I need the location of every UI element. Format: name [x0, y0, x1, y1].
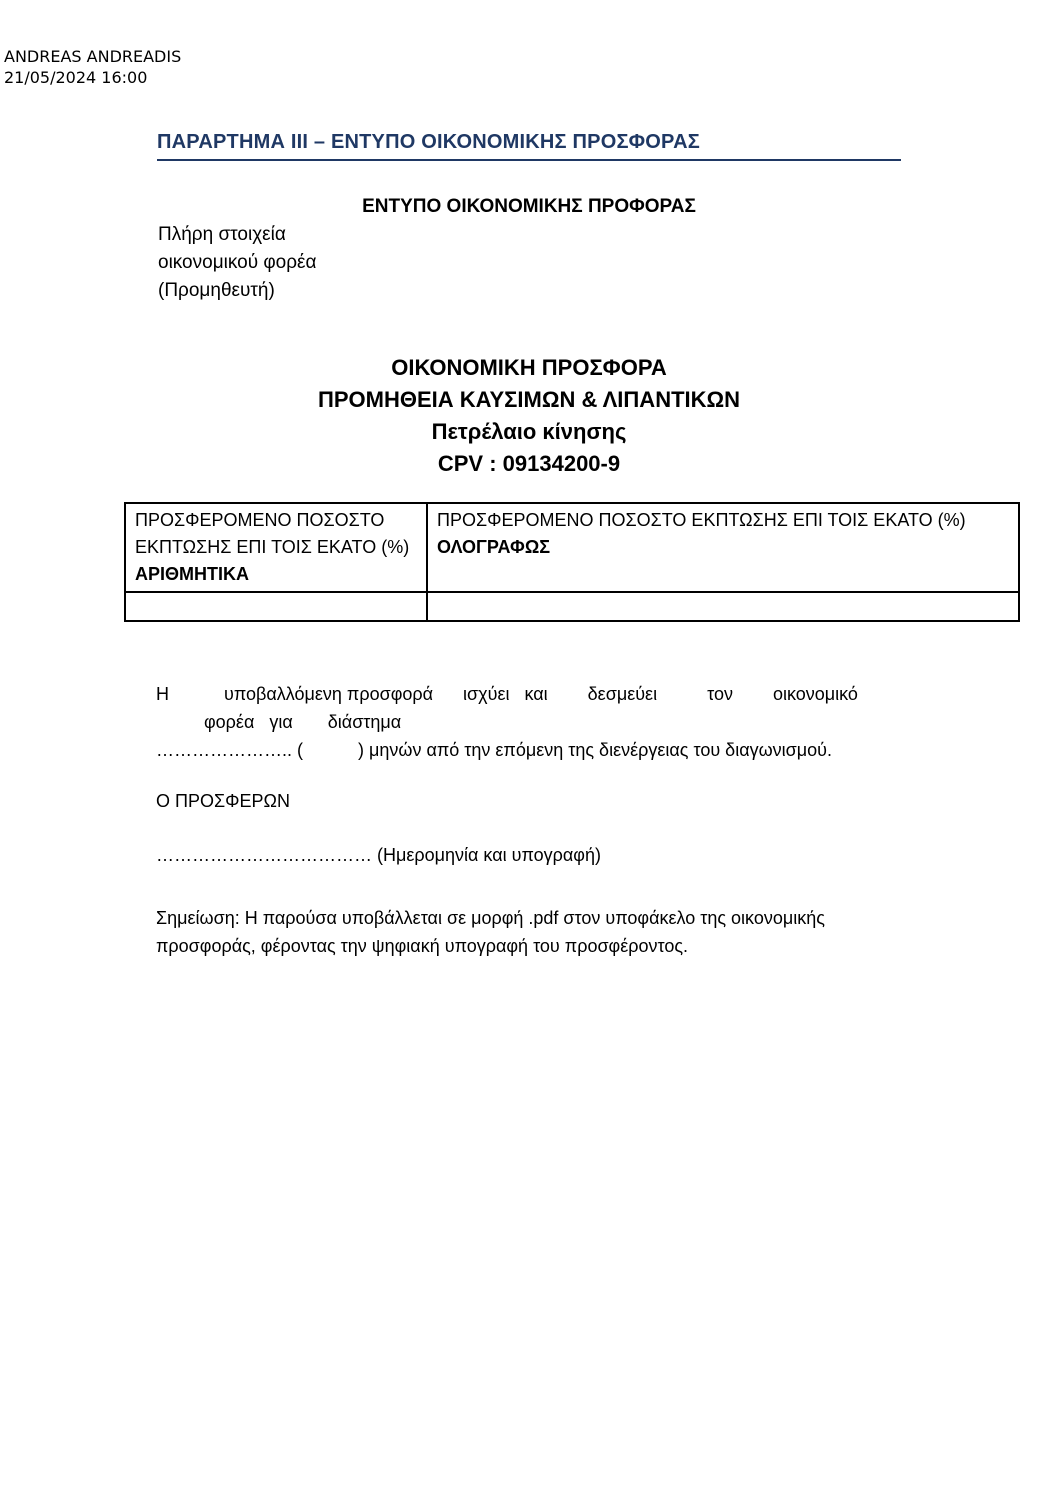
numeric-discount-value-cell	[125, 592, 427, 621]
written-discount-header-cell	[427, 503, 1019, 592]
offer-title-line: Πετρέλαιο κίνησης	[431, 419, 627, 444]
validity-paragraph	[156, 680, 926, 764]
supplier-info-line: Πλήρη στοιχεία	[158, 224, 286, 245]
signature-line: ……………………………… (Ημερομηνία και υπογραφή)	[156, 845, 601, 865]
offer-title-block	[139, 352, 919, 480]
annex-heading: ΠΑΡΑΡΤΗΜΑ III – ΕΝΤΥΠΟ ΟΙΚΟΝΟΜΙΚΗΣ ΠΡΟΣΦΟΡΑΣ	[157, 131, 901, 161]
numeric-discount-header-bold: ΑΡΙΘΜΗΤΙΚΑ	[135, 564, 249, 584]
numeric-discount-header-text: ΠΡΟΣΦΕΡΟΜΕΝΟ ΠΟΣΟΣΤΟ ΕΚΠΤΩΣΗΣ ΕΠΙ ΤΟΙΣ ΕΚΑΤΟ (%)	[135, 510, 410, 557]
print-timestamp: 21/05/2024 16:00	[4, 68, 148, 87]
supplier-info-line: (Προμηθευτή)	[158, 280, 275, 301]
offer-title-line: ΟΙΚΟΝΟΜΙΚΗ ΠΡΟΣΦΟΡΑ	[391, 355, 667, 380]
offerer-label: Ο ΠΡΟΣΦΕΡΩΝ	[156, 791, 290, 811]
written-discount-header-bold: ΟΛΟΓΡΑΦΩΣ	[437, 537, 551, 557]
validity-line-2: φορέα για διάστημα	[204, 712, 402, 732]
written-discount-header-text: ΠΡΟΣΦΕΡΟΜΕΝΟ ΠΟΣΟΣΤΟ ΕΚΠΤΩΣΗΣ ΕΠΙ ΤΟΙΣ ΕΚΑΤΟ (%)	[437, 510, 966, 530]
numeric-discount-header-cell	[125, 503, 427, 592]
note-text: Σημείωση: Η παρούσα υποβάλλεται σε μορφή .pdf στον υποφάκελο της οικονομικής προσφοράς, φέροντας την ψηφιακή υπογραφή του προσφέροντος.	[156, 908, 825, 956]
validity-line-3: ………………….. ( ) μηνών από την επόμενη της διενέργειας του διαγωνισμού.	[156, 740, 832, 760]
discount-table-value-row	[125, 592, 1019, 621]
discount-table	[124, 502, 1020, 622]
print-stamp	[4, 46, 181, 88]
cpv-code-line: CPV : 09134200-9	[437, 451, 621, 476]
discount-table-header-row	[125, 503, 1019, 592]
offer-title-line: ΠΡΟΜΗΘΕΙΑ ΚΑΥΣΙΜΩΝ & ΛΙΠΑΝΤΙΚΩΝ	[317, 387, 741, 412]
form-heading: ΕΝΤΥΠΟ ΟΙΚΟΝΟΜΙΚΗΣ ΠΡΟΦΟΡΑΣ	[362, 196, 696, 217]
user-name: ANDREAS ANDREADIS	[4, 47, 182, 66]
validity-line-1: Η υποβαλλόμενη προσφορά ισχύει και δεσμεύει τον οικονομικό	[156, 684, 858, 704]
supplier-info-block	[158, 221, 317, 305]
supplier-info-line: οικονομικού φορέα	[158, 252, 317, 273]
written-discount-value-cell	[427, 592, 1019, 621]
